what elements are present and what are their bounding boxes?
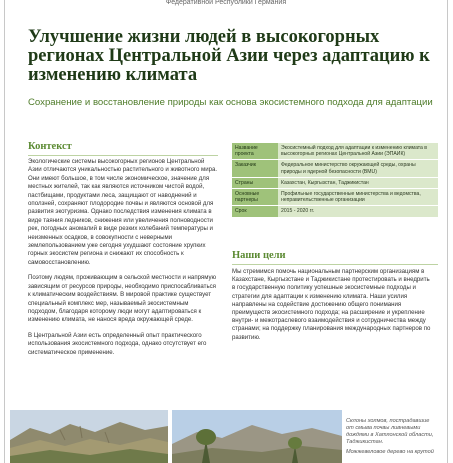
- photo-caption: Склоны холмов, пострадавшие от смыва почвы ливневыми дождями в Хатлонской области, Таджикистан.: [346, 418, 434, 445]
- table-row: [232, 189, 438, 206]
- goals-heading: Наши цели: [232, 250, 286, 261]
- table-row: [232, 160, 438, 177]
- document-subtitle: Сохранение и восстановление природы как основа экосистемного подхода для адаптации: [28, 97, 433, 108]
- table-value: Экосистемный подход для адаптации к изменению климата в высокогорных регионах Центральной Азии (ЭПАИК): [278, 143, 438, 160]
- table-value: 2015 - 2020 гг.: [278, 206, 438, 217]
- table-value: Федеральное министерство окружающей среды, охраны природы и ядерной безопасности (BMU): [278, 160, 438, 177]
- juniper-photo: [172, 410, 342, 463]
- top-header: [4, 0, 448, 6]
- context-paragraph: Поэтому людям, проживающим в сельской местности и напрямую зависящим от ресурсов природы, необходимо приспосабливаться к климатическим воздействиям. В мировой практике существует специальный комплекс мер, называемый экосистемным подходом, благодаря которому люди могут адаптироваться к изменению климата, не нанося вреда окружающей среде.: [28, 274, 217, 324]
- table-row: [232, 143, 438, 160]
- project-info-table: [232, 143, 438, 218]
- goals-divider: [232, 264, 438, 265]
- hillside-photo: [10, 410, 168, 463]
- context-heading: Контекст: [28, 141, 72, 152]
- table-value: Профильные государственные министерства и ведомства, неправительственные организации: [278, 189, 438, 206]
- document-title: Улучшение жизни людей в высокогорных регионах Центральной Азии через адаптацию к изменению климата: [28, 27, 430, 85]
- table-key: Страны: [232, 177, 278, 188]
- table-key: Основные партнеры: [232, 189, 278, 206]
- goals-body: Мы стремимся помочь национальным партнерским организациям в Казахстане, Кыргызстане и Таджикистане протестировать и внедрить в государственную политику успешные экосистемные подходы и стратегии для адаптации к изменению климата. Наши усилия направлены на содействие достижению общего понимания преимуществ экосистемного подхода; на расширение и укрепление внутри- и межотраслевого взаимодействия и сотрудничества между странами; на поддержку планирования международных партнеров по развитию.: [232, 268, 431, 341]
- table-key: Название проекта: [232, 143, 278, 160]
- table-row: [232, 177, 438, 188]
- header-org: Федеративной Республики Германия: [165, 0, 287, 6]
- photo-captions: [346, 418, 438, 459]
- table-key: Срок: [232, 206, 278, 217]
- table-row: [232, 206, 438, 217]
- table-value: Казахстан, Кыргызстан, Таджикистан: [278, 177, 438, 188]
- context-paragraph: Экологические системы высокогорных регионов Центральной Азии отличаются уникальностью растительного и животного мира. Они имеют большое, в том числе экономическое, значение для местных жителей, так как являются источником чистой водой, пастбищами, продуктами леса, защищают от наводнений и оползней, сохраняют плодородие почвы и являются основой для развития экотуризма. Однако последствия изменения климата в виде таяния ледников, снижения или увеличения полноводности рек, погодных аномалий в виде резких колебаний температуры и неизменных осадков, в совокупности с неверными землепользованием уже сегодня ухудшают состояние хрупких горных экосистем региона и снижают их способность к самовосстановлению.: [28, 158, 218, 266]
- context-body: [28, 158, 218, 364]
- table-key: Заказчик: [232, 160, 278, 177]
- context-divider: [28, 155, 218, 156]
- context-paragraph: В Центральной Азии есть определенный опыт практического использования экосистемного подхода, однако отсутствует его систематическое применение.: [28, 331, 207, 356]
- photo-caption: Можжевеловое дерево на крутой: [346, 449, 434, 455]
